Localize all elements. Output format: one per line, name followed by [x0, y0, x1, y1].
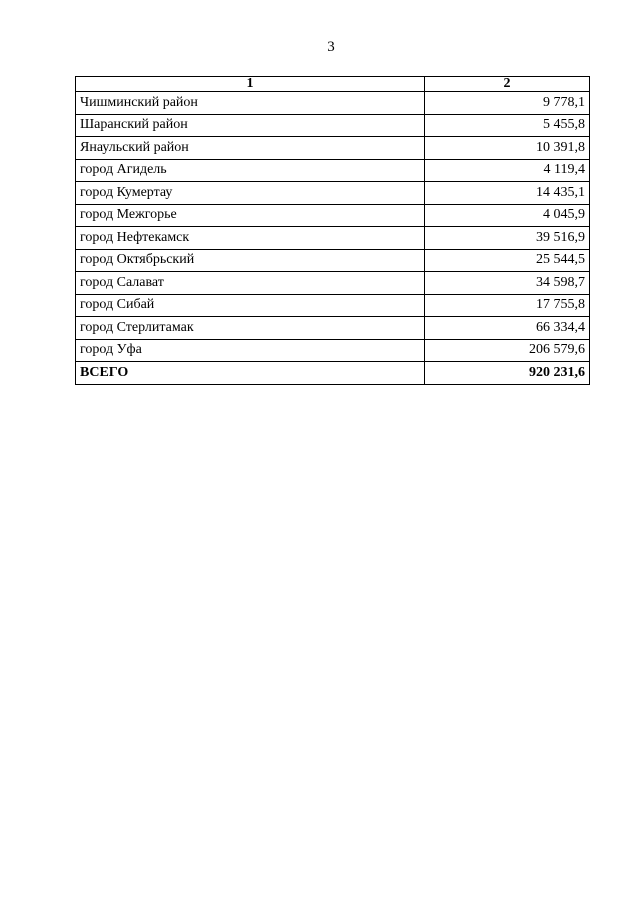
page-number: 3	[327, 39, 335, 55]
table-row	[76, 294, 590, 317]
row-name: город Салават	[76, 272, 425, 295]
table-row	[76, 249, 590, 272]
total-label: ВСЕГО	[76, 362, 425, 385]
row-value: 10 391,8	[425, 137, 590, 160]
table-row	[76, 317, 590, 340]
row-value: 4 119,4	[425, 159, 590, 182]
row-name: город Стерлитамак	[76, 317, 425, 340]
row-name: город Нефтекамск	[76, 227, 425, 250]
row-name: Чишминский район	[76, 92, 425, 115]
row-name: город Уфа	[76, 339, 425, 362]
table-row	[76, 137, 590, 160]
row-value: 66 334,4	[425, 317, 590, 340]
table-row	[76, 227, 590, 250]
data-table	[75, 76, 590, 385]
table-row	[76, 92, 590, 115]
row-name: город Октябрьский	[76, 249, 425, 272]
table-row	[76, 159, 590, 182]
column-header-1: 1	[76, 77, 425, 92]
row-value: 14 435,1	[425, 182, 590, 205]
row-value: 25 544,5	[425, 249, 590, 272]
row-name: Шаранский район	[76, 114, 425, 137]
row-name: город Агидель	[76, 159, 425, 182]
table-header-row	[76, 77, 590, 92]
row-value: 5 455,8	[425, 114, 590, 137]
total-row	[76, 362, 590, 385]
row-value: 17 755,8	[425, 294, 590, 317]
row-value: 34 598,7	[425, 272, 590, 295]
row-name: город Сибай	[76, 294, 425, 317]
table-row	[76, 339, 590, 362]
table-row	[76, 204, 590, 227]
table-row	[76, 182, 590, 205]
table-row	[76, 114, 590, 137]
row-name: город Кумертау	[76, 182, 425, 205]
row-value: 9 778,1	[425, 92, 590, 115]
row-value: 39 516,9	[425, 227, 590, 250]
table-row	[76, 272, 590, 295]
row-value: 206 579,6	[425, 339, 590, 362]
total-value: 920 231,6	[425, 362, 590, 385]
row-name: город Межгорье	[76, 204, 425, 227]
row-name: Янаульский район	[76, 137, 425, 160]
column-header-2: 2	[425, 77, 590, 92]
row-value: 4 045,9	[425, 204, 590, 227]
